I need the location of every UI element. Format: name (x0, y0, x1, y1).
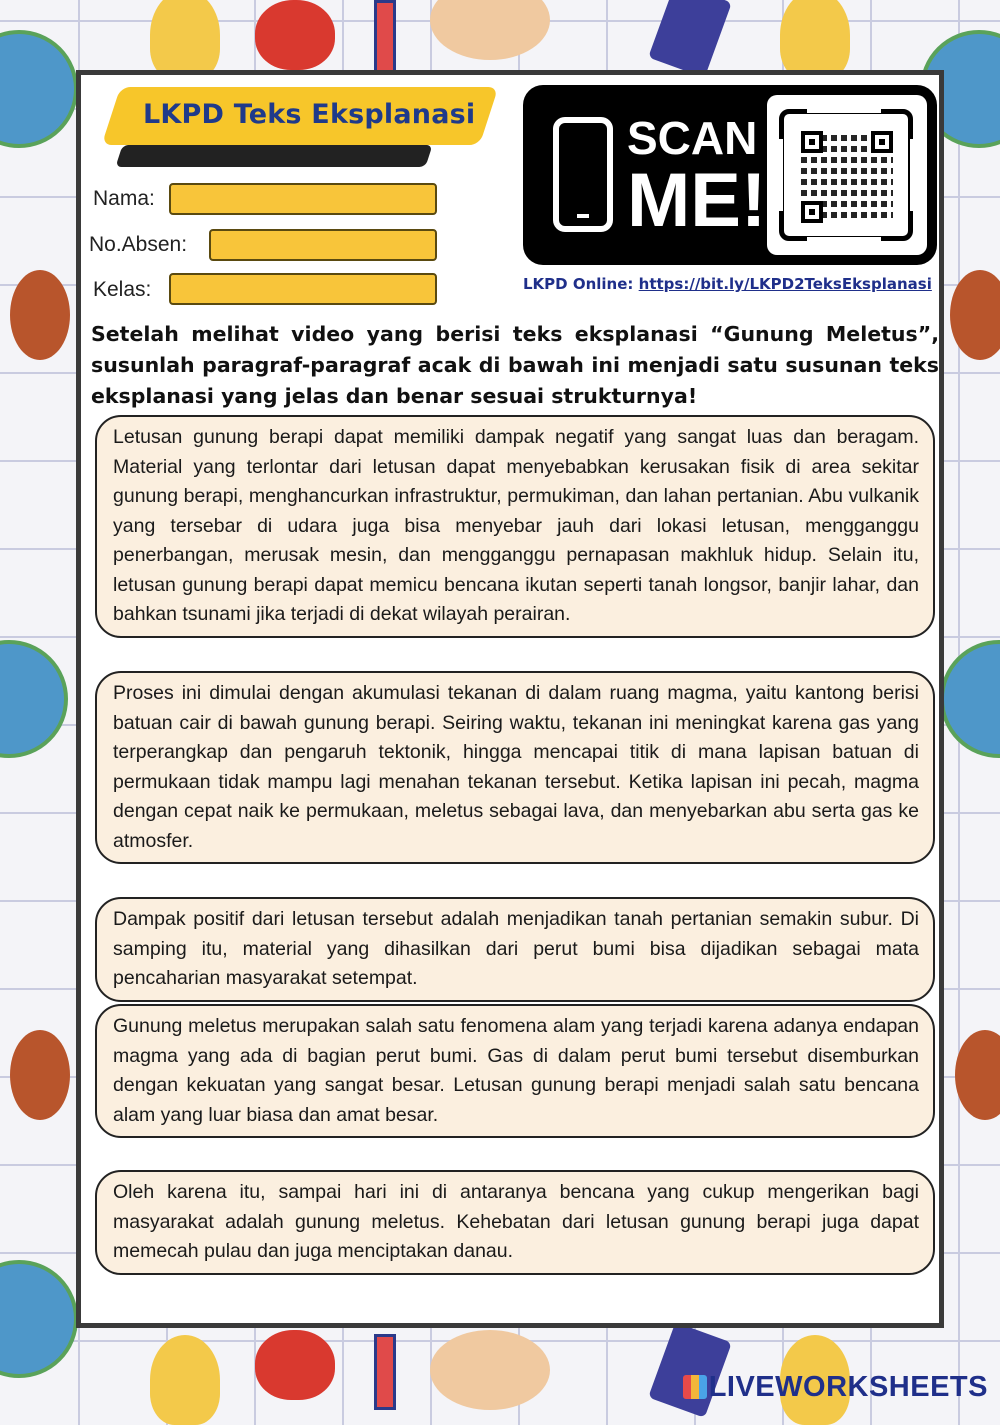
scan-me-panel (523, 85, 937, 265)
qr-finder (801, 201, 823, 223)
absen-input[interactable] (209, 229, 437, 261)
phone-icon (553, 117, 613, 232)
scan-line2: ME! (627, 158, 767, 243)
absen-label: No.Absen: (89, 233, 188, 256)
kelas-input[interactable] (169, 273, 437, 305)
paragraph-card[interactable]: Oleh karena itu, sampai hari ini di antaranya bencana yang cukup mengerikan bagi masyarakat adalah gunung meletus. Kehebatan dari letusan gunung berapi juga dapat memecah pulau dan juga menciptakan danau. (95, 1170, 935, 1275)
instruction-text: Setelah melihat video yang berisi teks eksplanasi “Gunung Meletus”, susunlah paragraf-paragraf acak di bawah ini menjadi satu susunan teks eksplanasi yang jelas dan benar sesuai strukturnya! (91, 322, 939, 408)
online-label: LKPD Online: (523, 275, 634, 293)
worksheet-title: LKPD Teks Eksplanasi (143, 99, 476, 130)
qr-frame-gap (775, 139, 783, 211)
lightbulb-decoration (780, 0, 850, 80)
worksheet-sheet (76, 70, 944, 1328)
paragraph-card[interactable]: Proses ini dimulai dengan akumulasi tekanan di dalam ruang magma, yaitu kantong berisi batuan cair di bawah gunung berapi. Seiring waktu, tekanan ini meningkat karena gas yang terperangkap dan pengaruh tektonik, hingga mencapai titik di mana lapisan batuan di permukaan tidak mampu lagi menahan tekanan tersebut. Ketika lapisan ini pecah, magma dengan cepat naik ke permukaan, meletus sebagai lava, dan menyebarkan abu serta gas ke atmosfer. (95, 671, 935, 864)
football-decoration (950, 270, 1000, 360)
calculator-decoration (648, 0, 732, 78)
liveworksheets-logo-icon (683, 1375, 707, 1399)
football-decoration (10, 1030, 70, 1120)
paragraph-card[interactable]: Dampak positif dari letusan tersebut adalah menjadikan tanah pertanian semakin subur. Di samping itu, material yang dihasilkan dari perut bumi bisa dijadikan sebagai mata pencaharian masyarakat setempat. (95, 897, 935, 1002)
pencil-decoration (374, 0, 396, 76)
football-decoration (955, 1030, 1000, 1120)
globe-decoration (0, 1260, 78, 1378)
kelas-label: Kelas: (93, 278, 152, 301)
qr-frame-gap (910, 139, 918, 211)
paragraph-card[interactable]: Gunung meletus merupakan salah satu fenomena alam yang terjadi karena adanya endapan magma yang ada di bagian perut bumi. Gas di dalam perut bumi tersebut disemburkan dengan kekuatan yang sangat besar. Letusan gunung berapi menjadi salah satu bencana alam yang luar biasa dan amat besar. (95, 1004, 935, 1138)
qr-code[interactable] (767, 95, 927, 255)
qr-finder (871, 131, 893, 153)
palette-decoration (430, 0, 550, 60)
liveworksheets-watermark (683, 1371, 988, 1404)
qr-frame-gap (807, 105, 881, 113)
globe-decoration (940, 640, 1000, 758)
title-underbar (115, 145, 432, 167)
globe-decoration (0, 640, 68, 758)
apple-decoration (255, 1330, 335, 1400)
qr-frame-gap (807, 237, 881, 245)
apple-decoration (255, 0, 335, 70)
name-input[interactable] (169, 183, 437, 215)
palette-decoration (430, 1330, 550, 1410)
football-decoration (10, 270, 70, 360)
paragraph-card[interactable]: Letusan gunung berapi dapat memiliki dampak negatif yang sangat luas dan beragam. Material yang terlontar dari letusan dapat menyebabkan kerusakan fisik di area sekitar gunung berapi, menghancurkan infrastruktur, permukiman, dan lahan pertanian. Abu vulkanik yang tersebar di udara juga bisa menyebar jauh dari lokasi letusan, mengganggu penerbangan, merusak mesin, dan mengganggu pernapasan makhluk hidup. Selain itu, letusan gunung berapi dapat memicu bencana ikutan seperti tanah longsor, banjir lahar, dan bahkan tsunami jika terjadi di dekat wilayah perairan. (95, 415, 935, 638)
online-link-row (523, 275, 932, 293)
scan-me-text (627, 112, 767, 243)
pencil-decoration (374, 1334, 396, 1410)
scan-line1: SCAN (627, 112, 758, 164)
globe-decoration (0, 30, 78, 148)
watermark-text: LIVEWORKSHEETS (708, 1371, 988, 1403)
lightbulb-decoration (150, 1335, 220, 1425)
qr-finder (801, 131, 823, 153)
online-link[interactable]: https://bit.ly/LKPD2TeksEksplanasi (638, 275, 932, 293)
lightbulb-decoration (150, 0, 220, 80)
name-label: Nama: (93, 187, 155, 210)
